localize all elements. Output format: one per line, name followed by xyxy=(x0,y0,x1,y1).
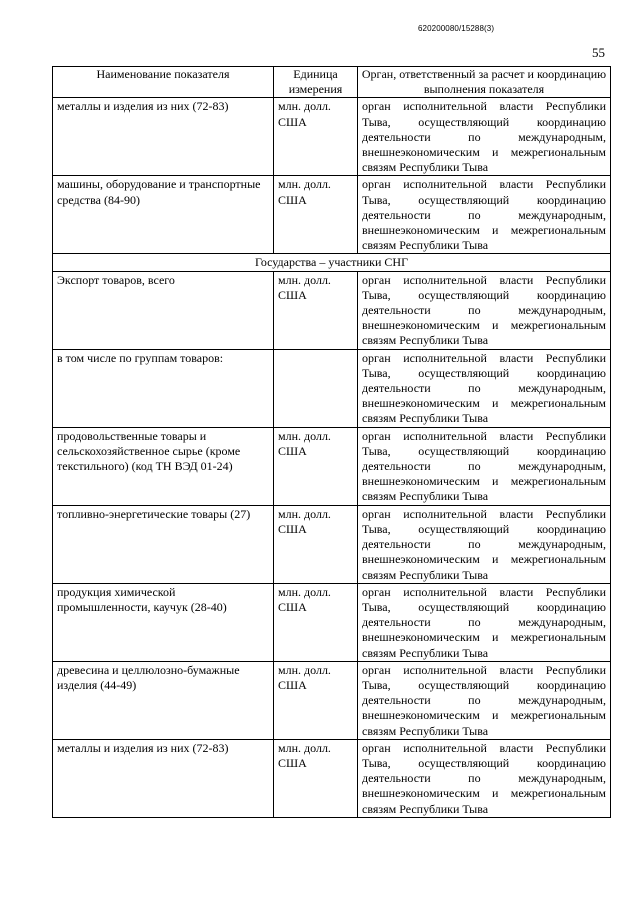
responsible-body: орган исполнительной власти Республики Тыва, осуществляющий координацию деятельности по международным, внешнеэкономическим и межрегиональным связям Республики Тыва xyxy=(358,271,611,349)
table-row xyxy=(53,505,611,583)
section-title: Государства – участники СНГ xyxy=(53,254,611,271)
indicator-name: металлы и изделия из них (72-83) xyxy=(53,739,274,817)
responsible-body: орган исполнительной власти Республики Тыва, осуществляющий координацию деятельности по международным, внешнеэкономическим и межрегиональным связям Республики Тыва xyxy=(358,349,611,427)
unit-of-measure: млн. долл. США xyxy=(274,739,358,817)
header-indicator-name: Наименование показателя xyxy=(53,67,274,98)
unit-of-measure: млн. долл. США xyxy=(274,98,358,176)
table-row xyxy=(53,661,611,739)
indicator-name: в том числе по группам товаров: xyxy=(53,349,274,427)
page-number: 55 xyxy=(592,45,605,60)
indicator-name: древесина и целлюлозно-бумажные изделия (44-49) xyxy=(53,661,274,739)
header-responsible-body: Орган, ответственный за расчет и координацию выполнения показателя xyxy=(358,67,611,98)
table-header xyxy=(53,67,611,98)
indicator-name: топливно-энергетические товары (27) xyxy=(53,505,274,583)
indicators-table xyxy=(52,66,611,818)
responsible-body: орган исполнительной власти Республики Тыва, осуществляющий координацию деятельности по международным, внешнеэкономическим и межрегиональным связям Республики Тыва xyxy=(358,427,611,505)
unit-of-measure: млн. долл. США xyxy=(274,583,358,661)
header-row xyxy=(53,67,611,98)
responsible-body: орган исполнительной власти Республики Тыва, осуществляющий координацию деятельности по международным, внешнеэкономическим и межрегиональным связям Республики Тыва xyxy=(358,176,611,254)
table-row xyxy=(53,739,611,817)
indicator-name: продовольственные товары и сельскохозяйственное сырье (кроме текстильного) (код ТН ВЭД 01-24) xyxy=(53,427,274,505)
unit-of-measure: млн. долл. США xyxy=(274,427,358,505)
table-body xyxy=(53,98,611,817)
indicator-name: продукция химической промышленности, каучук (28-40) xyxy=(53,583,274,661)
responsible-body: орган исполнительной власти Республики Тыва, осуществляющий координацию деятельности по международным, внешнеэкономическим и межрегиональным связям Республики Тыва xyxy=(358,98,611,176)
unit-of-measure: млн. долл. США xyxy=(274,661,358,739)
responsible-body: орган исполнительной власти Республики Тыва, осуществляющий координацию деятельности по международным, внешнеэкономическим и межрегиональным связям Республики Тыва xyxy=(358,661,611,739)
indicator-name: машины, оборудование и транспортные средства (84-90) xyxy=(53,176,274,254)
responsible-body: орган исполнительной власти Республики Тыва, осуществляющий координацию деятельности по международным, внешнеэкономическим и межрегиональным связям Республики Тыва xyxy=(358,739,611,817)
document-code: 620200080/15288(3) xyxy=(418,24,495,33)
unit-of-measure: млн. долл. США xyxy=(274,505,358,583)
indicator-name: Экспорт товаров, всего xyxy=(53,271,274,349)
unit-of-measure xyxy=(274,349,358,427)
table-row xyxy=(53,427,611,505)
section-row xyxy=(53,254,611,271)
table-row xyxy=(53,271,611,349)
responsible-body: орган исполнительной власти Республики Тыва, осуществляющий координацию деятельности по международным, внешнеэкономическим и межрегиональным связям Республики Тыва xyxy=(358,583,611,661)
unit-of-measure: млн. долл. США xyxy=(274,176,358,254)
header-unit: Единица измерения xyxy=(274,67,358,98)
table-row xyxy=(53,176,611,254)
table-row xyxy=(53,98,611,176)
indicator-name: металлы и изделия из них (72-83) xyxy=(53,98,274,176)
responsible-body: орган исполнительной власти Республики Тыва, осуществляющий координацию деятельности по международным, внешнеэкономическим и межрегиональным связям Республики Тыва xyxy=(358,505,611,583)
unit-of-measure: млн. долл. США xyxy=(274,271,358,349)
table-row xyxy=(53,349,611,427)
table-row xyxy=(53,583,611,661)
